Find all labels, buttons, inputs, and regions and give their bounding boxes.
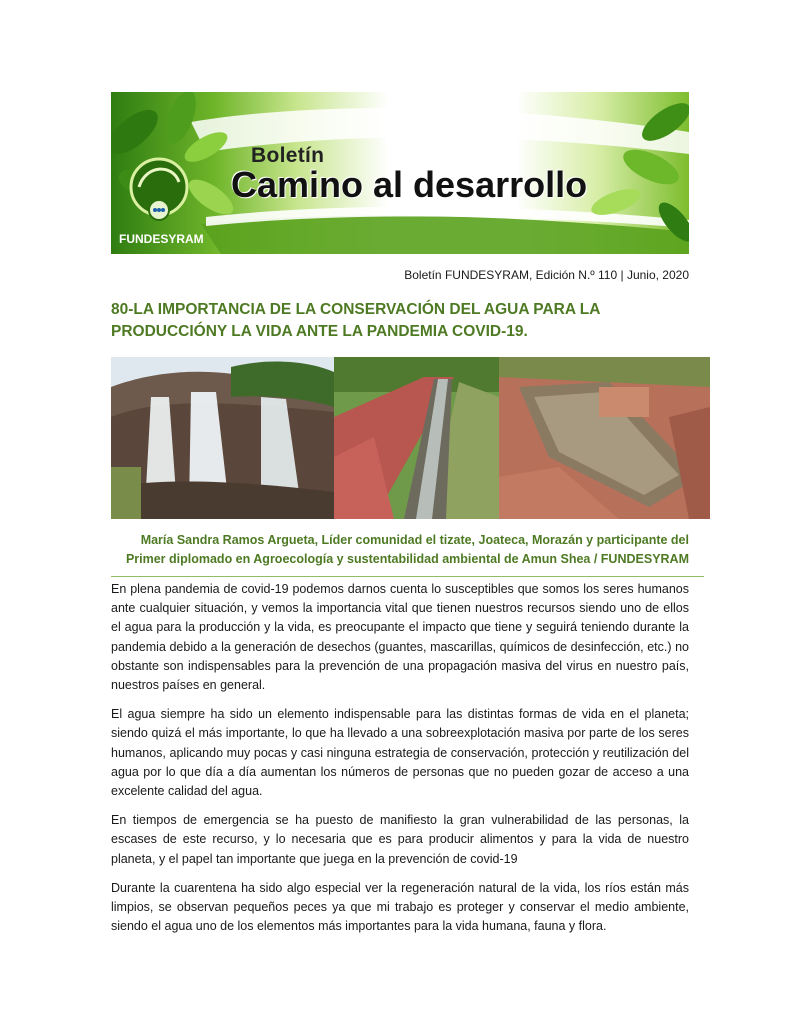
edition-line: Boletín FUNDESYRAM, Edición N.º 110 | Junio, 2020 (404, 268, 689, 282)
paragraph-2: El agua siempre ha sido un elemento indispensable para las distintas formas de vida en el planeta; siendo quizá el más importante, lo que ha llevado a una sobreexplotación masiva por parte de los seres humanos, aplicando muy pocas y casi ninguna estrategia de conservación, protección y reutilización del agua por lo que día a día aumentan los números de personas que no pueden gozar de acceso a una excelente calidad del agua. (111, 707, 689, 799)
water-trench-photo (499, 357, 710, 519)
article-title-line-1: 80-LA IMPORTANCIA DE LA CONSERVACIÓN DEL AGUA PARA LA (111, 301, 601, 318)
caption-line-2: Primer diplomado en Agroecología y sustentabilidad ambiental de Amun Shea / FUNDESYRAM (125, 552, 689, 566)
leaves-right-decoration (588, 96, 689, 247)
banner-small-title: Boletín (251, 144, 325, 167)
paragraph-4: Durante la cuarentena ha sido algo especial ver la regeneración natural de la vida, los ríos están más limpios, se observan pequeños peces ya que mi trabajo es proteger y conservar el medio ambiente, siendo el agua uno de los elementos más importantes para la vida humana, fauna y flora. (111, 880, 689, 934)
article-title-line-2: PRODUCCIÓNY LA VIDA ANTE LA PANDEMIA COVID-19. (111, 323, 528, 340)
banner-org-name: FUNDESYRAM (119, 232, 204, 246)
paragraph-1: En plena pandemia de covid-19 podemos darnos cuenta lo susceptibles que somos los seres humanos ante cualquier situación, y vemos la importancia vital que tienen nuestros recursos siendo uno de ellos el agua para la producción y la vida, es preocupante el impacto que tiene y seguirá teniendo durante la pandemia debido a la generación de desechos (guantes, mascarillas, químicos de desinfección, etc.) no obstante son indispensables para la prevención de una propagación masiva del virus en nuestro país, nuestros países en general. (111, 582, 689, 693)
banner-big-title: Camino al desarrollo (231, 164, 588, 205)
newsletter-banner (111, 92, 689, 254)
fundesyram-logo (131, 159, 187, 220)
caption-divider (111, 576, 704, 577)
photo-collage (111, 357, 710, 519)
article-body (111, 580, 689, 946)
photo-caption (111, 531, 689, 569)
waterfall-photo (111, 357, 334, 519)
irrigation-channel-photo (334, 357, 499, 519)
article-title (111, 299, 701, 343)
paragraph-3: En tiempos de emergencia se ha puesto de manifiesto la gran vulnerabilidad de las personas, la escases de este recurso, y lo necesaria que es para producir alimentos y para la vida de nuestro planeta, y el papel tan importante que juega en la prevención de covid-19 (111, 813, 689, 866)
caption-line-1: María Sandra Ramos Argueta, Líder comunidad el tizate, Joateca, Morazán y participante del (140, 533, 689, 547)
